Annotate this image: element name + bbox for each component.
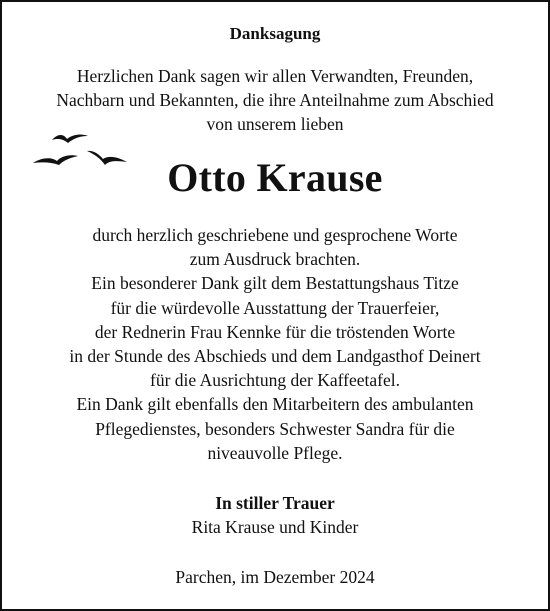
- body-line: durch herzlich geschriebene und gesprochene Worte: [92, 225, 458, 245]
- closing-names: Rita Krause und Kinder: [191, 517, 359, 537]
- closing-title: In stiller Trauer: [215, 493, 335, 513]
- intro-text: [2, 64, 548, 136]
- place-date: Parchen, im Dezember 2024: [175, 567, 375, 587]
- intro-line: Nachbarn und Bekannten, die ihre Anteilnahme zum Abschied: [56, 90, 494, 110]
- body-line: Pflegedienstes, besonders Schwester Sandra für die: [95, 418, 455, 439]
- thanks-body: [2, 223, 548, 465]
- deceased-name: Otto Krause: [167, 155, 383, 200]
- body-line: Ein besonderer Dank gilt dem Bestattungshaus Titze: [91, 273, 459, 294]
- intro-line: Herzlichen Dank sagen wir allen Verwandten, Freunden,: [76, 66, 474, 86]
- body-line: Ein Dank gilt ebenfalls den Mitarbeitern des ambulanten: [76, 394, 474, 415]
- body-line: niveauvolle Pflege.: [207, 442, 343, 463]
- body-line: der Rednerin Frau Kennke für die tröstenden Worte: [94, 321, 456, 342]
- body-line: zum Ausdruck brachten.: [189, 249, 361, 270]
- intro-line: von unserem lieben: [206, 114, 344, 134]
- notice-heading: Danksagung: [229, 24, 321, 43]
- body-line: für die Ausrichtung der Kaffeetafel.: [150, 370, 400, 391]
- body-line: für die würdevolle Ausstattung der Trauerfeier,: [110, 297, 440, 318]
- body-line: in der Stunde des Abschieds und dem Landgasthof Deinert: [69, 346, 481, 367]
